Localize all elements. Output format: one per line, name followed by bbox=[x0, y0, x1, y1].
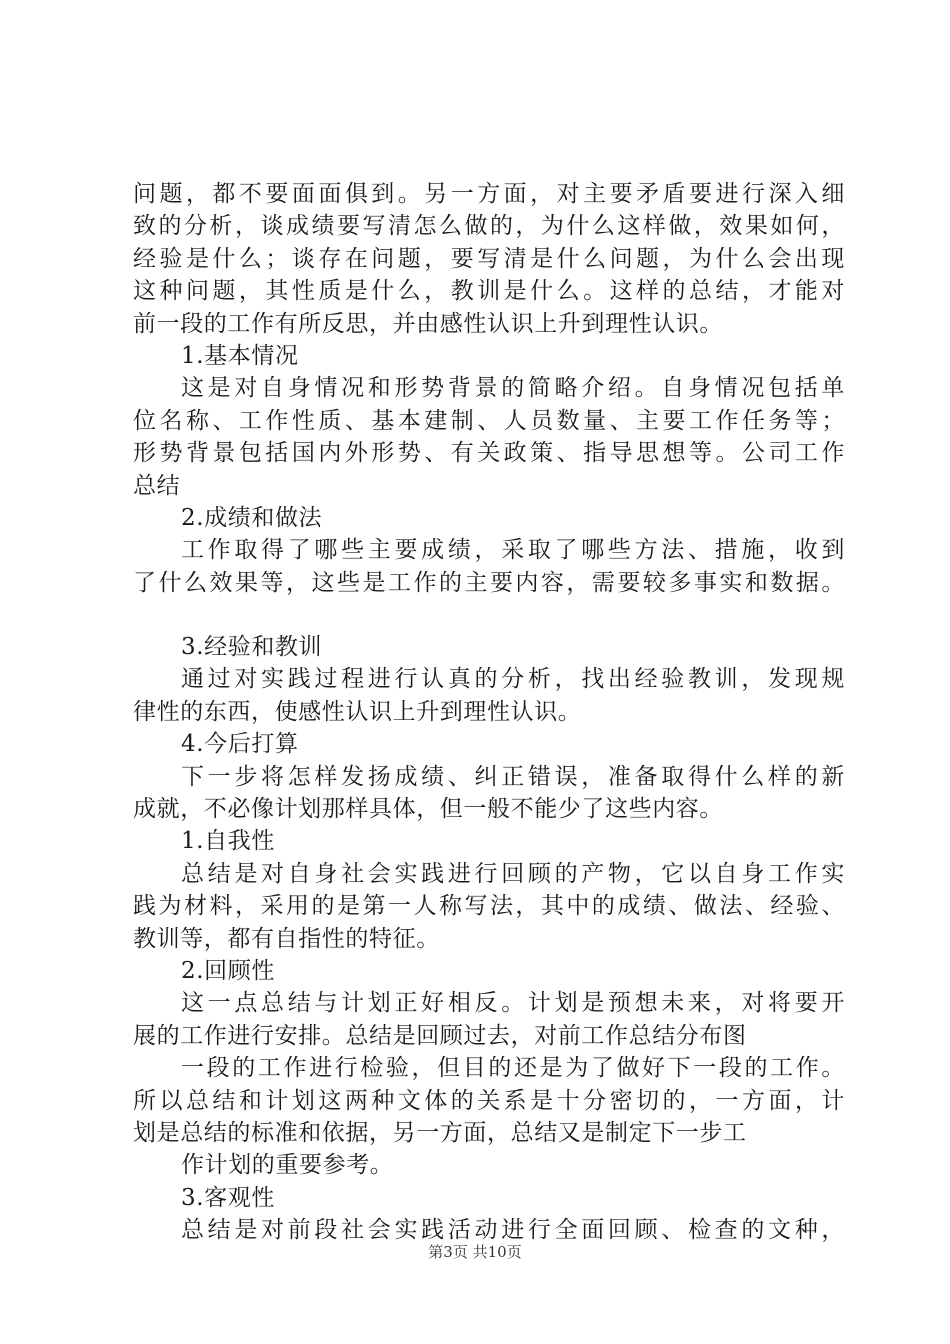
section-heading: 3.客观性 bbox=[181, 1184, 275, 1211]
paragraph-last-line: 划是总结的标准和依据，另一方面，总结又是制定下一步工 bbox=[133, 1119, 747, 1146]
paragraph-last-line: 律性的东西，使感性认识上升到理性认识。 bbox=[133, 698, 582, 725]
section-heading: 2.成绩和做法 bbox=[181, 504, 323, 531]
body-line: 这种问题，其性质是什么，教训是什么。这样的总结，才能对 bbox=[133, 278, 845, 305]
body-line: 践为材料，采用的是第一人称写法，其中的成绩、做法、经验、 bbox=[133, 893, 845, 920]
section-heading: 1.自我性 bbox=[181, 828, 275, 855]
paragraph-first-line: 这是对自身情况和形势背景的简略介绍。自身情况包括单 bbox=[181, 375, 845, 402]
document-body bbox=[133, 178, 845, 1247]
section-heading: 4.今后打算 bbox=[181, 731, 299, 758]
page-footer: 第3页 共10页 bbox=[428, 1243, 522, 1261]
paragraph-last-line: 成就，不必像计划那样具体，但一般不能少了这些内容。 bbox=[133, 796, 723, 823]
paragraph-first-line: 一段的工作进行检验，但目的还是为了做好下一段的工作。 bbox=[181, 1055, 845, 1082]
paragraph-line: 作计划的重要参考。 bbox=[181, 1152, 394, 1179]
paragraph-last-line: 教训等，都有自指性的特征。 bbox=[133, 925, 440, 952]
blank-line bbox=[133, 599, 845, 631]
paragraph-first-line: 这一点总结与计划正好相反。计划是预想未来，对将要开 bbox=[181, 990, 845, 1017]
paragraph-first-line: 工作取得了哪些主要成绩，采取了哪些方法、措施，收到 bbox=[181, 537, 845, 564]
paragraph-last-line: 展的工作进行安排。总结是回顾过去，对前工作总结分布图 bbox=[133, 1022, 747, 1049]
section-heading: 3.经验和教训 bbox=[181, 634, 323, 661]
body-line: 位名称、工作性质、基本建制、人员数量、主要工作任务等； bbox=[133, 407, 845, 434]
paragraph-last-line: 前一段的工作有所反思，并由感性认识上升到理性认识。 bbox=[133, 310, 723, 337]
paragraph-first-line: 下一步将怎样发扬成绩、纠正错误，准备取得什么样的新 bbox=[181, 763, 845, 790]
body-line: 问题，都不要面面俱到。另一方面，对主要矛盾要进行深入细 bbox=[133, 181, 845, 207]
paragraph-first-line: 通过对实践过程进行认真的分析，找出经验教训，发现规 bbox=[181, 666, 845, 693]
body-line: 所以总结和计划这两种文体的关系是十分密切的，一方面，计 bbox=[133, 1087, 845, 1114]
body-line: 经验是什么；谈存在问题，要写清是什么问题，为什么会出现 bbox=[133, 245, 845, 272]
paragraph-first-line: 总结是对自身社会实践进行回顾的产物，它以自身工作实 bbox=[181, 860, 845, 887]
body-line: 致的分析，谈成绩要写清怎么做的，为什么这样做，效果如何， bbox=[133, 213, 845, 240]
paragraph-first-line: 总结是对前段社会实践活动进行全面回顾、检查的文种， bbox=[181, 1217, 845, 1244]
section-heading: 2.回顾性 bbox=[181, 957, 275, 984]
paragraph-last-line: 总结 bbox=[133, 472, 181, 499]
body-line: 形势背景包括国内外形势、有关政策、指导思想等。公司工作 bbox=[133, 440, 845, 467]
section-heading: 1.基本情况 bbox=[181, 342, 299, 369]
body-line: 了什么效果等，这些是工作的主要内容，需要较多事实和数据。 bbox=[133, 569, 845, 596]
